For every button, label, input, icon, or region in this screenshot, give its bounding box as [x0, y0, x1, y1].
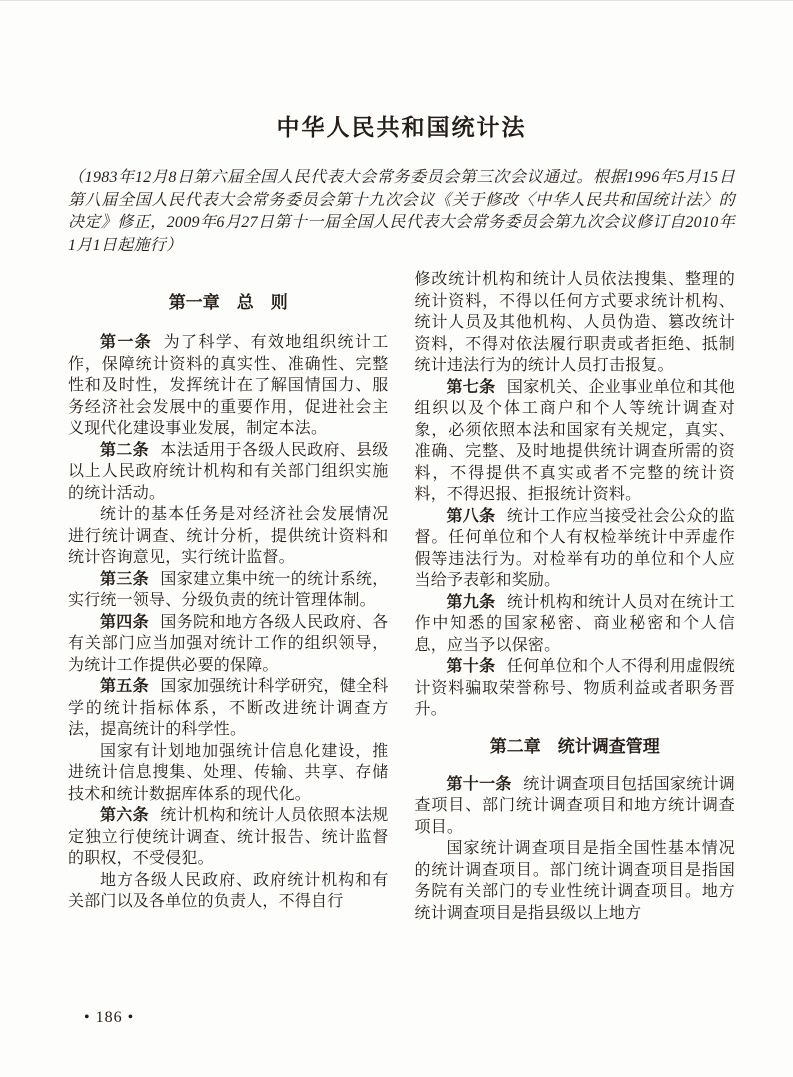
article-5-label: 第五条	[100, 678, 149, 695]
page-number: • 186 •	[84, 1009, 135, 1026]
article-7-label: 第七条	[446, 378, 496, 396]
article-11-clause-2-text: 国家统计调查项目是指全国性基本情况的统计调查项目。部门统计调查项目是指国务院有关部门的专业性统计调查项目。地方统计调查项目是指县级以上地方	[414, 840, 735, 922]
article-7-text: 国家机关、企业事业单位和其他组织以及个体工商户和个人等统计调查对象，必须依照本法和国家有关规定，真实、准确、完整、及时地提供统计调查所需的资料，不得提供不真实或者不完整的统计资料，不得迟报、拒报统计资料。	[414, 378, 735, 503]
article-8-text: 统计工作应当接受社会公众的监督。任何单位和个人有权检举统计中弄虚作假等违法行为。对检举有功的单位和个人应当给予表彰和奖励。	[414, 507, 735, 589]
article-4-label: 第四条	[100, 613, 149, 631]
article-11-label: 第十一条	[446, 775, 512, 793]
article-10-label: 第十条	[446, 658, 496, 675]
chapter-2-heading: 第二章 统计调查管理	[489, 736, 660, 756]
article-11-text: 统计调查项目包括国家统计调查项目、部门统计调查项目和地方统计调查项目。	[414, 775, 735, 836]
article-2-label: 第二条	[100, 441, 149, 459]
right-column	[415, 269, 736, 924]
article-6-clause-2-paragraph	[68, 870, 389, 913]
two-column-body	[68, 269, 735, 924]
left-column	[68, 269, 389, 924]
article-7-paragraph	[415, 377, 736, 506]
article-3-paragraph	[68, 569, 389, 612]
article-9-text: 统计机构和统计人员对在统计工作中知悉的国家秘密、商业秘密和个人信息，应当予以保密。	[414, 593, 735, 654]
article-11-paragraph	[415, 774, 736, 839]
article-6-paragraph	[68, 805, 389, 870]
article-4-paragraph	[68, 612, 389, 677]
chapter-1-heading: 第一章 总 则	[168, 293, 288, 312]
article-2-clause-2-text: 统计的基本任务是对经济社会发展情况进行统计调查、统计分析，提供统计资料和统计咨询意见，实行统计监督。	[68, 506, 389, 566]
article-6-text: 统计机构和统计人员依照本法规定独立行使统计调查、统计报告、统计监督的职权，不受侵犯。	[68, 807, 389, 867]
article-2-clause-2-paragraph	[68, 504, 389, 569]
article-5-clause-2-text: 国家有计划地加强统计信息化建设，推进统计信息搜集、处理、传输、共享、存储技术和统计数据库体系的现代化。	[68, 742, 389, 803]
article-5-clause-2-paragraph	[68, 741, 389, 806]
article-3-text: 国家建立集中统一的统计系统，实行统一领导、分级负责的统计管理体制。	[68, 570, 389, 609]
article-6-label: 第六条	[100, 807, 149, 824]
article-2-text: 本法适用于各级人民政府、县级以上人民政府统计机构和有关部门组织实施的统计活动。	[68, 441, 389, 502]
article-1-paragraph	[68, 332, 389, 440]
article-9-label: 第九条	[446, 593, 496, 611]
article-4-text: 国务院和地方各级人民政府、各有关部门应当加强对统计工作的组织领导，为统计工作提供必要的保障。	[68, 613, 389, 674]
document-title: 中华人民共和国统计法	[276, 115, 527, 140]
article-8-label: 第八条	[446, 507, 496, 525]
article-1-text: 为了科学、有效地组织统计工作，保障统计资料的真实性、准确性、完整性和及时性，发挥统计在了解国情国力、服务经济社会发展中的重要作用，促进社会主义现代化建设事业发展，制定本法。	[68, 334, 389, 437]
article-5-text: 国家加强统计科学研究，健全科学的统计指标体系，不断改进统计调查方法，提高统计的科学性。	[68, 678, 389, 738]
article-6-clause-2-text: 地方各级人民政府、政府统计机构和有关部门以及各单位的负责人，不得自行	[68, 871, 389, 910]
article-11-clause-2-paragraph	[415, 838, 736, 924]
article-6-continuation-paragraph	[415, 269, 736, 377]
article-8-paragraph	[415, 506, 736, 592]
article-5-paragraph	[68, 676, 389, 741]
page-content	[0, 113, 793, 924]
article-1-label: 第一条	[100, 334, 153, 351]
article-2-paragraph	[68, 440, 389, 505]
article-10-paragraph	[415, 656, 736, 721]
enactment-preamble: （1983年12月8日第六届全国人民代表大会常务委员会第三次会议通过。根据1996年5月15日第八届全国人民代表大会常务委员会第十九次会议《关于修改〈中华人民共和国统计法〉的决定》修正，2009年6月27日第十一届全国人民代表大会常务委员会第九次会议修订自2010年1月1日起施行）	[68, 169, 735, 254]
article-9-paragraph	[415, 592, 736, 657]
article-10-text: 任何单位和个人不得利用虚假统计资料骗取荣誉称号、物质利益或者职务晋升。	[414, 658, 735, 718]
article-6-continuation-text: 修改统计机构和统计人员依法搜集、整理的统计资料，不得以任何方式要求统计机构、统计人员及其他机构、人员伪造、篡改统计资料，不得对依法履行职责或者拒绝、抵制统计违法行为的统计人员打击报复。	[414, 271, 735, 374]
article-3-label: 第三条	[100, 570, 149, 588]
